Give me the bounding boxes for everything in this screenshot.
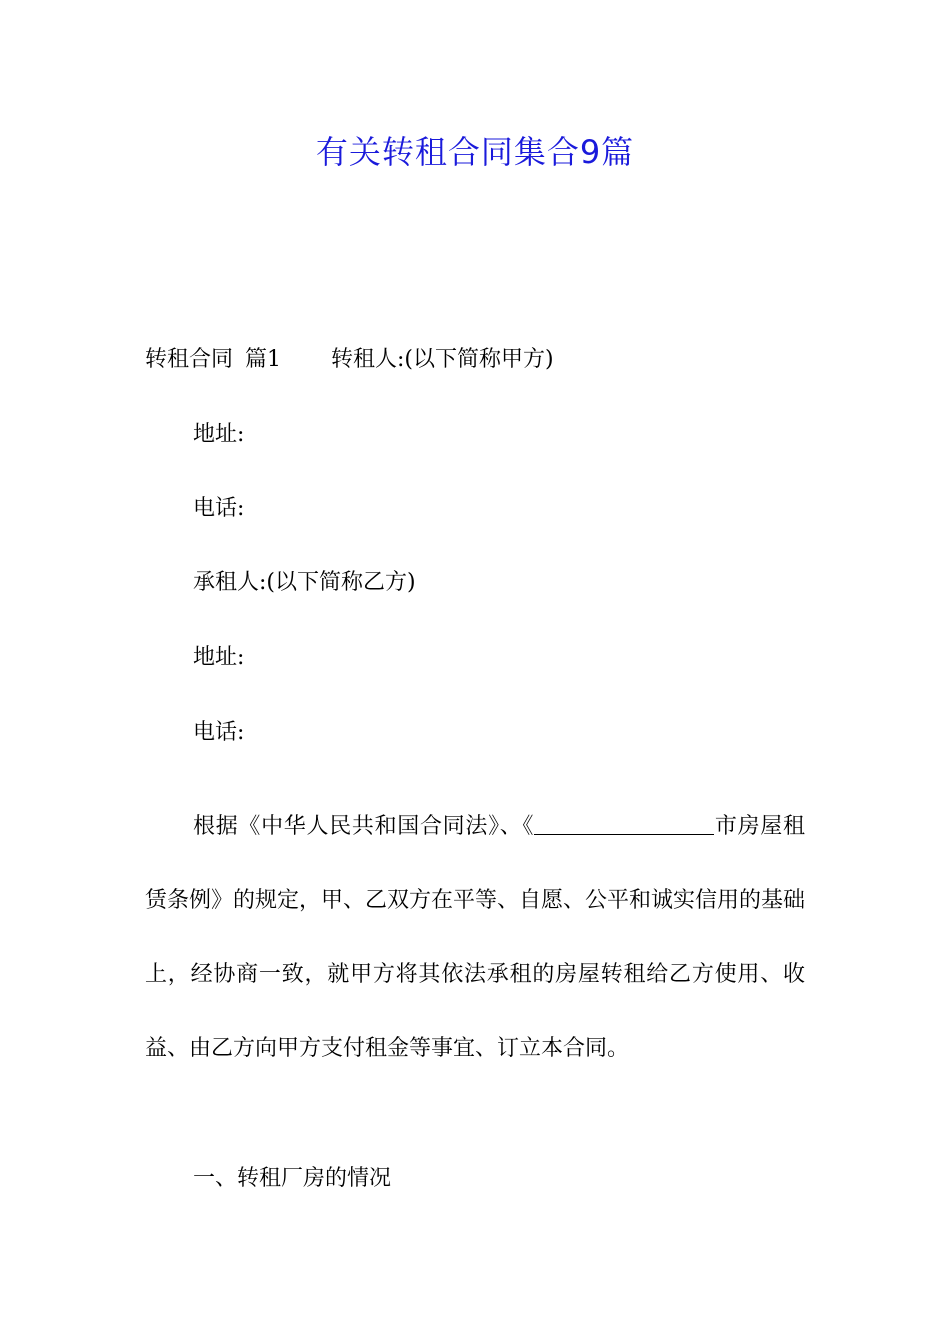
section-heading-1: 一、转租厂房的情况 [193,1166,392,1191]
sublessor-phone-field: 电话: [193,496,245,521]
lessee-label: 承租人:(以下简称乙方) [193,570,416,595]
contract-heading [145,345,554,375]
lessee-address-field: 地址: [193,645,245,670]
preamble-rest: 市房屋租赁条例》的规定，甲、乙双方在平等、自愿、公平和诚实信用的基础上，经协商一致，就甲方将其依法承租的房屋转租给乙方使用、收益、由乙方向甲方支付租金等事宜、订立本合同。 [145,814,806,1061]
sublessor-address-field: 地址: [193,422,245,447]
preamble-start: 根据《中华人民共和国合同法》、《 [193,814,535,839]
city-blank-line [534,812,714,835]
contract-preamble [145,790,805,1086]
heading-label: 转租合同 [145,347,234,372]
heading-section: 篇1 [245,347,282,372]
document-title: 有关转租合同集合9篇 [315,133,635,171]
sublessor-label: 转租人:(以下简称甲方) [331,347,554,372]
lessee-phone-field: 电话: [193,720,245,745]
